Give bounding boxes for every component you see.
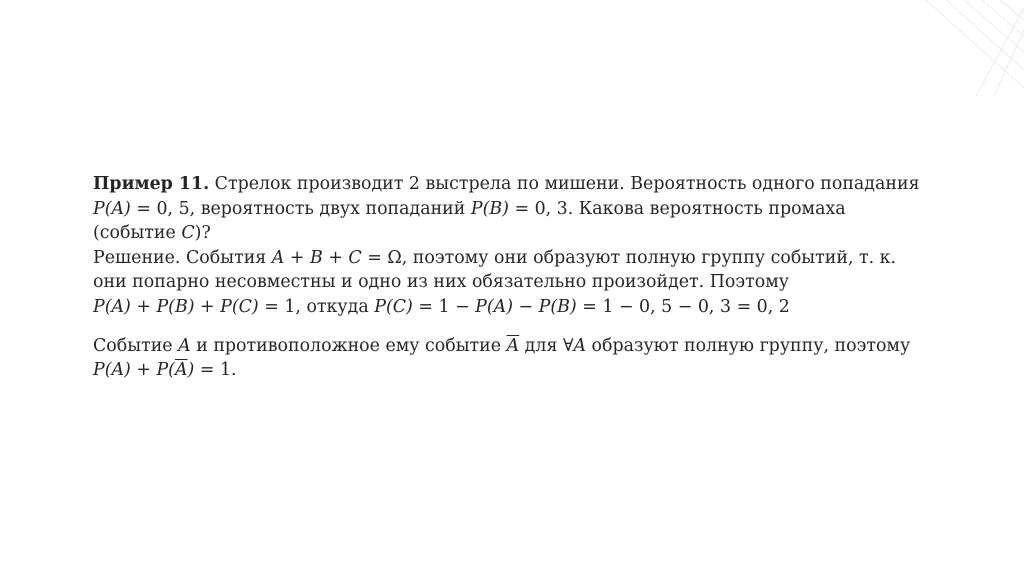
- example-line-3: [93, 221, 953, 246]
- text: = 1.: [194, 360, 237, 381]
- remark-line-1: [93, 334, 953, 359]
- text: (событие: [93, 223, 182, 244]
- solution-line-2: [93, 270, 953, 295]
- example-line-2: [93, 197, 953, 222]
- text: = 1, откуда: [258, 296, 375, 317]
- paragraph-gap: [93, 320, 953, 334]
- text: )?: [194, 223, 211, 244]
- remark-line-2: [93, 358, 953, 383]
- text: = Ω, поэтому они образуют полную группу событий, т. к.: [361, 247, 897, 268]
- formula: P(A) + P(: [93, 360, 175, 381]
- solution-line-1: [93, 246, 953, 271]
- text: = 0, 5, вероятность двух попаданий: [130, 198, 471, 219]
- formula-complement: $\overline{A}$: [174, 360, 188, 381]
- text: = 1 −: [412, 296, 476, 317]
- text: −: [513, 296, 539, 317]
- formula: C: [181, 223, 195, 244]
- example-line-1: [93, 172, 953, 197]
- formula: P(A) + P(B) + P(C): [93, 296, 259, 317]
- formula: ): [187, 360, 195, 381]
- text: и противоположное ему событие: [190, 335, 507, 356]
- text: образуют полную группу, поэтому: [586, 335, 911, 356]
- formula: P(B): [538, 296, 577, 317]
- text: = 0, 3. Какова вероятность промаха: [508, 198, 846, 219]
- text: = 1 − 0, 5 − 0, 3 = 0, 2: [576, 296, 790, 317]
- text: они попарно несовместны и одно из них обязательно произойдет. Поэтому: [93, 272, 789, 293]
- example-heading: Пример 11.: [93, 174, 210, 194]
- slide-text: [93, 172, 953, 383]
- corner-decoration: [906, 0, 1024, 96]
- formula: P(B): [470, 198, 509, 219]
- formula: P(A): [475, 296, 514, 317]
- formula: P(C): [374, 296, 413, 317]
- text: Событие: [93, 335, 179, 356]
- solution-line-3: [93, 295, 953, 320]
- text: Решение. События: [93, 247, 272, 268]
- example-text: Стрелок производит 2 выстрела по мишени. Вероятность одного попадания: [209, 174, 920, 194]
- formula: A + B + C: [271, 247, 362, 268]
- formula: A: [573, 335, 586, 356]
- formula: A: [178, 335, 191, 356]
- formula-complement: $\overline{A}$: [506, 335, 520, 356]
- text: для ∀: [519, 335, 574, 356]
- formula: P(A): [93, 198, 131, 219]
